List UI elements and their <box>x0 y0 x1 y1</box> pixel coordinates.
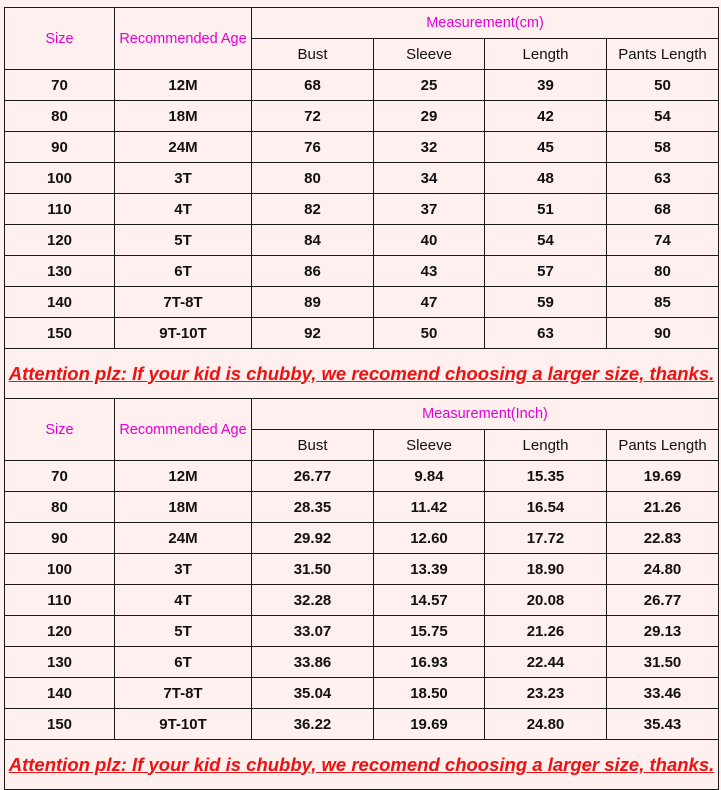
cell-pants-length: 80 <box>607 256 719 287</box>
cell-length: 57 <box>485 256 607 287</box>
cell-bust: 32.28 <box>252 585 374 616</box>
cell-length: 15.35 <box>485 461 607 492</box>
cell-bust: 33.86 <box>252 647 374 678</box>
cell-pants-length: 35.43 <box>607 709 719 740</box>
cell-length: 23.23 <box>485 678 607 709</box>
attention-note: Attention plz: If your kid is chubby, we recomend choosing a larger size, thanks. <box>5 349 719 399</box>
cell-size: 150 <box>5 318 115 349</box>
cell-length: 22.44 <box>485 647 607 678</box>
table-row <box>5 461 719 492</box>
cell-pants-length: 54 <box>607 101 719 132</box>
cell-sleeve: 9.84 <box>374 461 485 492</box>
cell-size: 70 <box>5 461 115 492</box>
header-bust: Bust <box>252 430 374 461</box>
cell-size: 100 <box>5 163 115 194</box>
cell-bust: 33.07 <box>252 616 374 647</box>
cell-pants-length: 19.69 <box>607 461 719 492</box>
cell-size: 120 <box>5 225 115 256</box>
cell-size: 120 <box>5 616 115 647</box>
table-row <box>5 194 719 225</box>
cell-sleeve: 40 <box>374 225 485 256</box>
cell-bust: 80 <box>252 163 374 194</box>
table-row <box>5 287 719 318</box>
cell-sleeve: 37 <box>374 194 485 225</box>
header-pants-length: Pants Length <box>607 430 719 461</box>
cell-bust: 28.35 <box>252 492 374 523</box>
cell-pants-length: 31.50 <box>607 647 719 678</box>
cell-age: 9T-10T <box>115 318 252 349</box>
header-measurement-cm: Measurement(cm) <box>252 8 719 39</box>
cell-size: 140 <box>5 678 115 709</box>
table-row <box>5 585 719 616</box>
cell-sleeve: 19.69 <box>374 709 485 740</box>
header-measurement-inch: Measurement(Inch) <box>252 399 719 430</box>
cell-sleeve: 29 <box>374 101 485 132</box>
cell-size: 110 <box>5 585 115 616</box>
cell-age: 9T-10T <box>115 709 252 740</box>
attention-note: Attention plz: If your kid is chubby, we recomend choosing a larger size, thanks. <box>5 740 719 790</box>
cell-length: 59 <box>485 287 607 318</box>
cell-age: 4T <box>115 194 252 225</box>
header-recommended-age: Recommended Age <box>115 8 252 70</box>
cell-pants-length: 90 <box>607 318 719 349</box>
cell-length: 24.80 <box>485 709 607 740</box>
header-pants-length: Pants Length <box>607 39 719 70</box>
cell-sleeve: 32 <box>374 132 485 163</box>
cell-sleeve: 47 <box>374 287 485 318</box>
cell-pants-length: 24.80 <box>607 554 719 585</box>
cell-pants-length: 68 <box>607 194 719 225</box>
cell-sleeve: 11.42 <box>374 492 485 523</box>
cell-age: 18M <box>115 492 252 523</box>
cell-bust: 86 <box>252 256 374 287</box>
cell-sleeve: 12.60 <box>374 523 485 554</box>
cell-length: 21.26 <box>485 616 607 647</box>
cm-table-body <box>5 70 719 349</box>
table-row <box>5 318 719 349</box>
cell-bust: 82 <box>252 194 374 225</box>
cell-bust: 26.77 <box>252 461 374 492</box>
cell-bust: 36.22 <box>252 709 374 740</box>
header-size: Size <box>5 399 115 461</box>
cell-sleeve: 34 <box>374 163 485 194</box>
cell-pants-length: 29.13 <box>607 616 719 647</box>
cell-size: 90 <box>5 523 115 554</box>
cell-pants-length: 58 <box>607 132 719 163</box>
cell-length: 16.54 <box>485 492 607 523</box>
table-row <box>5 492 719 523</box>
table-row <box>5 163 719 194</box>
table-row <box>5 678 719 709</box>
cell-pants-length: 63 <box>607 163 719 194</box>
size-table-inch <box>4 398 719 790</box>
cell-age: 6T <box>115 647 252 678</box>
header-length: Length <box>485 39 607 70</box>
header-length: Length <box>485 430 607 461</box>
cell-size: 110 <box>5 194 115 225</box>
cell-bust: 72 <box>252 101 374 132</box>
cell-age: 5T <box>115 616 252 647</box>
cell-age: 24M <box>115 132 252 163</box>
cell-pants-length: 74 <box>607 225 719 256</box>
cell-sleeve: 13.39 <box>374 554 485 585</box>
header-bust: Bust <box>252 39 374 70</box>
header-sleeve: Sleeve <box>374 430 485 461</box>
table-row <box>5 616 719 647</box>
cell-bust: 68 <box>252 70 374 101</box>
cell-sleeve: 15.75 <box>374 616 485 647</box>
table-row <box>5 70 719 101</box>
cell-size: 130 <box>5 256 115 287</box>
cell-bust: 84 <box>252 225 374 256</box>
cell-age: 7T-8T <box>115 287 252 318</box>
cell-bust: 29.92 <box>252 523 374 554</box>
table-row <box>5 523 719 554</box>
cell-age: 4T <box>115 585 252 616</box>
cell-size: 80 <box>5 492 115 523</box>
table-row <box>5 709 719 740</box>
cell-pants-length: 26.77 <box>607 585 719 616</box>
cell-length: 20.08 <box>485 585 607 616</box>
cell-pants-length: 22.83 <box>607 523 719 554</box>
cell-sleeve: 18.50 <box>374 678 485 709</box>
cell-age: 12M <box>115 461 252 492</box>
header-size: Size <box>5 8 115 70</box>
cell-age: 18M <box>115 101 252 132</box>
cell-size: 130 <box>5 647 115 678</box>
cell-pants-length: 50 <box>607 70 719 101</box>
cell-length: 63 <box>485 318 607 349</box>
cell-bust: 89 <box>252 287 374 318</box>
cell-age: 3T <box>115 163 252 194</box>
cell-length: 42 <box>485 101 607 132</box>
cell-sleeve: 25 <box>374 70 485 101</box>
cell-age: 12M <box>115 70 252 101</box>
cell-size: 140 <box>5 287 115 318</box>
table-row <box>5 132 719 163</box>
size-table-cm <box>4 7 719 399</box>
cell-pants-length: 21.26 <box>607 492 719 523</box>
cell-sleeve: 50 <box>374 318 485 349</box>
cell-pants-length: 33.46 <box>607 678 719 709</box>
cell-size: 80 <box>5 101 115 132</box>
cell-age: 7T-8T <box>115 678 252 709</box>
table-row <box>5 101 719 132</box>
cell-pants-length: 85 <box>607 287 719 318</box>
cell-bust: 35.04 <box>252 678 374 709</box>
table-row <box>5 554 719 585</box>
cell-age: 5T <box>115 225 252 256</box>
table-row <box>5 225 719 256</box>
cell-length: 39 <box>485 70 607 101</box>
cell-length: 51 <box>485 194 607 225</box>
cell-size: 100 <box>5 554 115 585</box>
header-recommended-age: Recommended Age <box>115 399 252 461</box>
cell-age: 24M <box>115 523 252 554</box>
inch-table-body <box>5 461 719 740</box>
cell-sleeve: 43 <box>374 256 485 287</box>
cell-bust: 31.50 <box>252 554 374 585</box>
cell-length: 45 <box>485 132 607 163</box>
table-row <box>5 256 719 287</box>
cell-size: 90 <box>5 132 115 163</box>
cell-sleeve: 14.57 <box>374 585 485 616</box>
cell-length: 54 <box>485 225 607 256</box>
table-row <box>5 647 719 678</box>
cell-bust: 76 <box>252 132 374 163</box>
cell-size: 70 <box>5 70 115 101</box>
cell-length: 18.90 <box>485 554 607 585</box>
cell-age: 6T <box>115 256 252 287</box>
cell-sleeve: 16.93 <box>374 647 485 678</box>
cell-age: 3T <box>115 554 252 585</box>
cell-length: 48 <box>485 163 607 194</box>
cell-bust: 92 <box>252 318 374 349</box>
cell-size: 150 <box>5 709 115 740</box>
cell-length: 17.72 <box>485 523 607 554</box>
header-sleeve: Sleeve <box>374 39 485 70</box>
